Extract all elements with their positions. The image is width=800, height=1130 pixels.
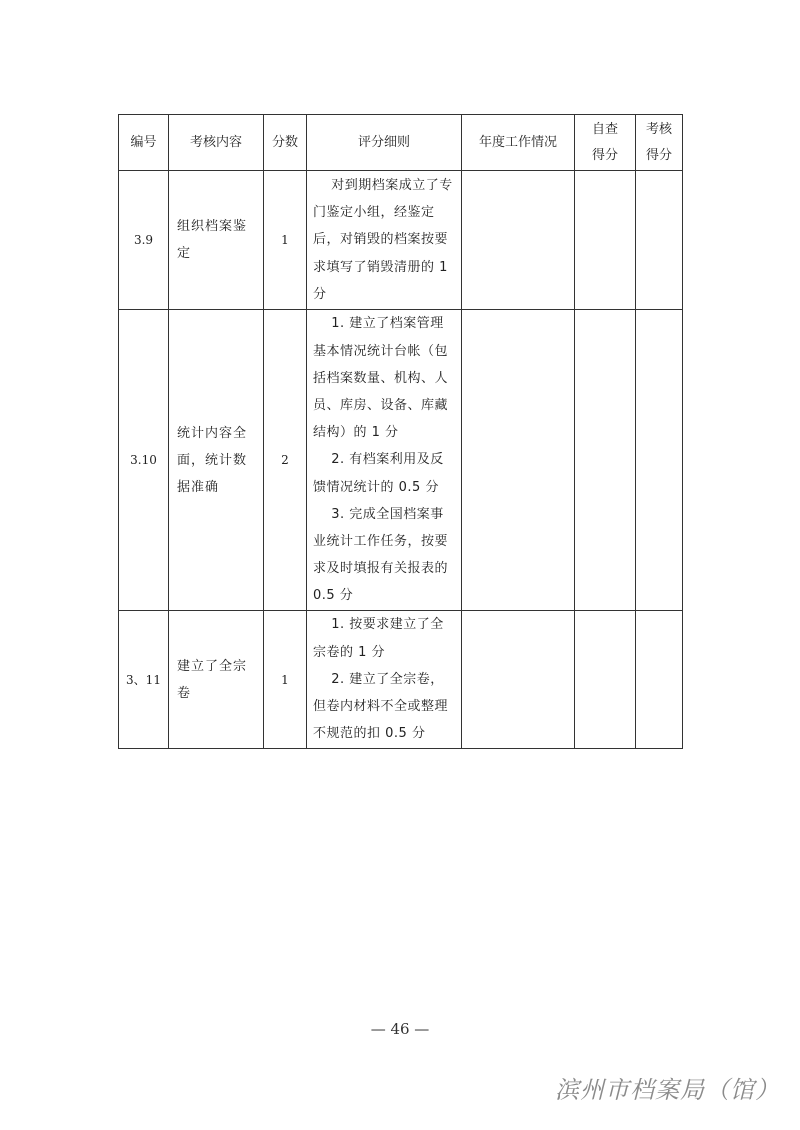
row-self-score-cell bbox=[575, 310, 636, 611]
table-header-row bbox=[119, 115, 683, 171]
header-self-line1: 自查 bbox=[591, 121, 618, 137]
detail-item: 1. 按要求建立了全宗卷的 1 分 bbox=[313, 617, 444, 660]
header-exam-line2: 得分 bbox=[645, 147, 672, 163]
detail-item: 2. 有档案利用及反馈情况统计的 0.5 分 bbox=[313, 452, 444, 495]
header-self-line2: 得分 bbox=[591, 147, 618, 163]
row-score: 1 bbox=[264, 171, 307, 310]
header-score: 分数 bbox=[264, 115, 307, 171]
row-detail bbox=[307, 310, 462, 611]
row-annual-work-cell bbox=[462, 611, 575, 749]
detail-item: 2. 建立了全宗卷，但卷内材料不全或整理不规范的扣 0.5 分 bbox=[313, 671, 449, 742]
table-row bbox=[119, 171, 683, 310]
row-exam-score-cell bbox=[636, 171, 683, 310]
header-self-check-score bbox=[575, 115, 636, 171]
watermark: 滨州市档案局（馆） bbox=[555, 1076, 780, 1104]
header-annual-work: 年度工作情况 bbox=[462, 115, 575, 171]
row-self-score-cell bbox=[575, 171, 636, 310]
header-exam-line1: 考核 bbox=[645, 121, 672, 137]
row-score: 1 bbox=[264, 611, 307, 749]
row-content: 组织档案鉴定 bbox=[169, 171, 264, 310]
detail-item: 1. 建立了档案管理基本情况统计台帐（包括档案数量、机构、人员、库房、设备、库藏结构）的 1 分 bbox=[313, 316, 449, 441]
table-row bbox=[119, 611, 683, 749]
row-detail bbox=[307, 171, 462, 310]
row-content: 建立了全宗卷 bbox=[169, 611, 264, 749]
row-detail bbox=[307, 611, 462, 749]
header-content: 考核内容 bbox=[169, 115, 264, 171]
row-number: 3、11 bbox=[119, 611, 169, 749]
row-exam-score-cell bbox=[636, 611, 683, 749]
header-number: 编号 bbox=[119, 115, 169, 171]
row-number: 3.10 bbox=[119, 310, 169, 611]
scoring-table bbox=[118, 114, 683, 749]
row-score: 2 bbox=[264, 310, 307, 611]
detail-item: 3. 完成全国档案事业统计工作任务，按要求及时填报有关报表的 0.5 分 bbox=[313, 506, 449, 604]
row-annual-work-cell bbox=[462, 171, 575, 310]
table-row bbox=[119, 310, 683, 611]
header-detail: 评分细则 bbox=[307, 115, 462, 171]
header-exam-score bbox=[636, 115, 683, 171]
page-number: — 46 — bbox=[370, 1020, 430, 1038]
row-self-score-cell bbox=[575, 611, 636, 749]
row-exam-score-cell bbox=[636, 310, 683, 611]
detail-item: 对到期档案成立了专门鉴定小组，经鉴定后，对销毁的档案按要求填写了销毁清册的 1 分 bbox=[313, 177, 453, 302]
row-annual-work-cell bbox=[462, 310, 575, 611]
row-number: 3.9 bbox=[119, 171, 169, 310]
row-content: 统计内容全面，统计数据准确 bbox=[169, 310, 264, 611]
